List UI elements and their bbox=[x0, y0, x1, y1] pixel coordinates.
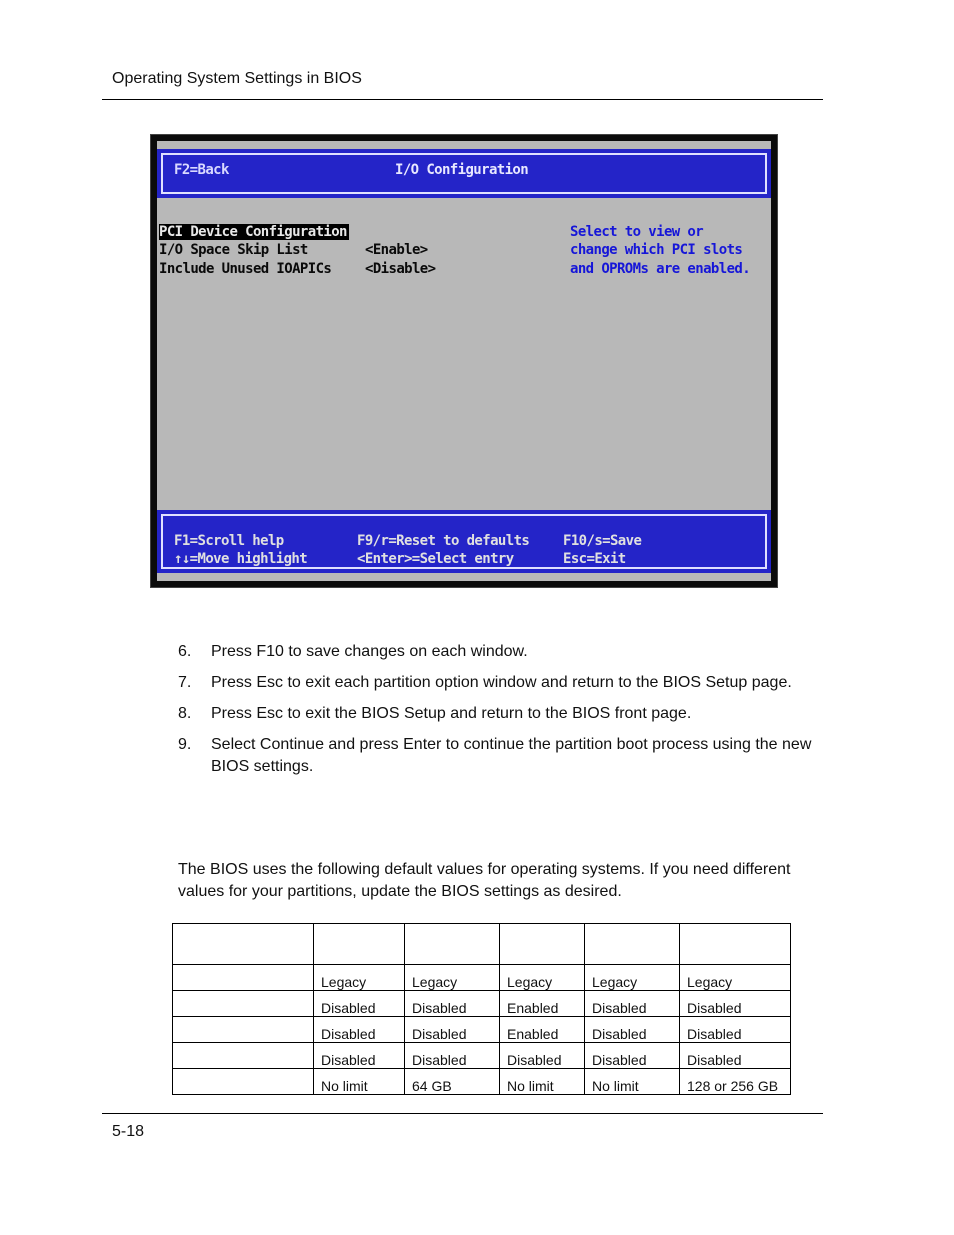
step-text: Press Esc to exit the BIOS Setup and return to the BIOS front page. bbox=[211, 705, 692, 722]
step-number: 6. bbox=[178, 643, 192, 660]
table-row bbox=[173, 1069, 791, 1095]
bios-key-select-entry: <Enter>=Select entry bbox=[357, 551, 514, 567]
bios-screen-title: I/O Configuration bbox=[395, 162, 529, 178]
footer-rule bbox=[102, 1113, 823, 1114]
page-number: 5-18 bbox=[112, 1123, 145, 1140]
table-header-row bbox=[173, 924, 791, 965]
bios-help-line: and OPROMs are enabled. bbox=[570, 261, 751, 277]
table-cell: Disabled bbox=[585, 991, 680, 1017]
running-head: Operating System Settings in BIOS bbox=[112, 70, 362, 87]
table-cell: Legacy bbox=[314, 965, 405, 991]
step-number: 8. bbox=[178, 705, 192, 722]
table-row bbox=[173, 1017, 791, 1043]
table-cell: Disabled bbox=[585, 1043, 680, 1069]
table-cell: Legacy bbox=[405, 965, 500, 991]
bios-option-io-space-skip[interactable]: I/O Space Skip List bbox=[159, 242, 308, 258]
bios-panel bbox=[157, 141, 771, 581]
table-cell: Disabled bbox=[405, 1043, 500, 1069]
table-cell: Legacy bbox=[585, 965, 680, 991]
table-cell: No limit bbox=[500, 1069, 585, 1095]
bios-value-io-space-skip[interactable]: <Enable> bbox=[365, 242, 428, 258]
bios-back-key[interactable]: F2=Back bbox=[174, 162, 229, 178]
table-cell: Disabled bbox=[680, 1017, 791, 1043]
bios-defaults-table bbox=[172, 923, 791, 1095]
step-text: Press F10 to save changes on each window. bbox=[211, 643, 528, 660]
bios-option-pci-device-config[interactable]: PCI Device Configuration bbox=[159, 224, 347, 240]
table-cell: No limit bbox=[314, 1069, 405, 1095]
bios-value-unused-ioapics[interactable]: <Disable> bbox=[365, 261, 436, 277]
table-cell: Disabled bbox=[680, 991, 791, 1017]
table-row bbox=[173, 991, 791, 1017]
table-cell: Disabled bbox=[314, 991, 405, 1017]
intro-paragraph: The BIOS uses the following default values for operating systems. If you need different values for your partitions, update the BIOS settings as desired. bbox=[178, 861, 791, 900]
bios-help-line: Select to view or bbox=[570, 224, 704, 240]
table-cell: Enabled bbox=[500, 991, 585, 1017]
table-row bbox=[173, 1043, 791, 1069]
bios-screenshot bbox=[150, 134, 778, 588]
header-rule bbox=[102, 99, 823, 100]
step-item bbox=[178, 641, 818, 663]
table-cell: Disabled bbox=[585, 1017, 680, 1043]
bios-key-move-highlight: ↑↓=Move highlight bbox=[174, 551, 308, 567]
step-item bbox=[178, 703, 818, 725]
table-cell: Legacy bbox=[680, 965, 791, 991]
step-item bbox=[178, 672, 818, 694]
step-number: 7. bbox=[178, 674, 192, 691]
step-item bbox=[178, 734, 818, 778]
bios-key-save: F10/s=Save bbox=[563, 533, 642, 549]
bios-option-unused-ioapics[interactable]: Include Unused IOAPICs bbox=[159, 261, 332, 277]
table-cell: Disabled bbox=[405, 991, 500, 1017]
table-row bbox=[173, 965, 791, 991]
procedure-steps bbox=[178, 641, 818, 787]
table-cell: Disabled bbox=[314, 1043, 405, 1069]
bios-key-exit: Esc=Exit bbox=[563, 551, 626, 567]
table-cell: 128 or 256 GB bbox=[680, 1069, 791, 1095]
table-cell: Disabled bbox=[680, 1043, 791, 1069]
step-text: Select Continue and press Enter to continue the partition boot process using the new BIOS settings. bbox=[211, 736, 812, 775]
table-cell: Disabled bbox=[314, 1017, 405, 1043]
table-cell: No limit bbox=[585, 1069, 680, 1095]
table-cell: Enabled bbox=[500, 1017, 585, 1043]
bios-key-scroll-help: F1=Scroll help bbox=[174, 533, 284, 549]
table-cell: Disabled bbox=[500, 1043, 585, 1069]
table-cell: Legacy bbox=[500, 965, 585, 991]
table-cell: 64 GB bbox=[405, 1069, 500, 1095]
step-text: Press Esc to exit each partition option window and return to the BIOS Setup page. bbox=[211, 674, 792, 691]
step-number: 9. bbox=[178, 736, 192, 753]
bios-key-reset-defaults: F9/r=Reset to defaults bbox=[357, 533, 530, 549]
table-cell: Disabled bbox=[405, 1017, 500, 1043]
bios-help-line: change which PCI slots bbox=[570, 242, 743, 258]
